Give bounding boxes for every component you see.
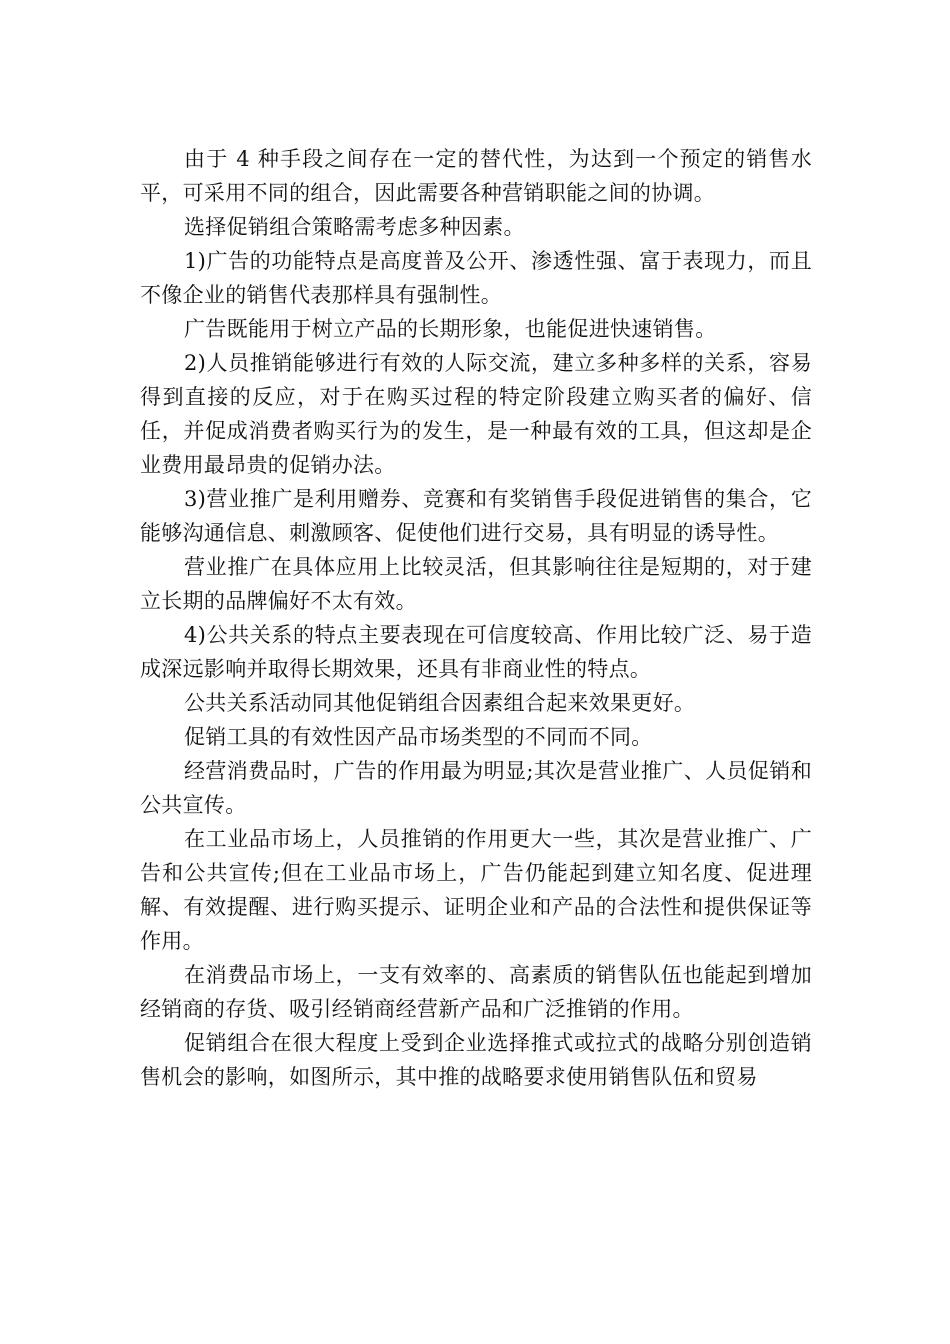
paragraph: 在消费品市场上，一支有效率的、高素质的销售队伍也能起到增加经销商的存货、吸引经销商经营新产品和广泛推销的作用。 [140, 963, 812, 1021]
paragraph: 促销组合在很大程度上受到企业选择推式或拉式的战略分别创造销售机会的影响，如图所示，其中推的战略要求使用销售队伍和贸易 [140, 1031, 812, 1089]
paragraph: 公共关系活动同其他促销组合因素组合起来效果更好。 [184, 691, 696, 715]
paragraph: 广告既能用于树立产品的长期形象，也能促进快速销售。 [184, 317, 717, 341]
paragraph: 在工业品市场上，人员推销的作用更大一些，其次是营业推广、广告和公共宣传;但在工业品市场上，广告仍能起到建立知名度、促进理解、有效提醒、进行购买提示、证明企业和产品的合法性和提供保证等作用。 [140, 827, 812, 953]
paragraph: 营业推广在具体应用上比较灵活，但其影响往往是短期的，对于建立长期的品牌偏好不太有效。 [140, 555, 812, 613]
paragraph: 4)公共关系的特点主要表现在可信度较高、作用比较广泛、易于造成深远影响并取得长期效果，还具有非商业性的特点。 [140, 623, 812, 681]
paragraph: 经营消费品时，广告的作用最为明显;其次是营业推广、人员促销和公共宣传。 [140, 759, 812, 817]
paragraph: 3)营业推广是利用赠券、竞赛和有奖销售手段促进销售的集合，它能够沟通信息、刺激顾客、促使他们进行交易，具有明显的诱导性。 [140, 487, 812, 545]
paragraph: 促销工具的有效性因产品市场类型的不同而不同。 [184, 725, 653, 749]
paragraph: 由于 4 种手段之间存在一定的替代性，为达到一个预定的销售水平，可采用不同的组合，因此需要各种营销职能之间的协调。 [140, 147, 812, 205]
document-body [140, 142, 812, 1094]
paragraph: 1)广告的功能特点是高度普及公开、渗透性强、富于表现力，而且不像企业的销售代表那样具有强制性。 [140, 249, 812, 307]
paragraph: 选择促销组合策略需考虑多种因素。 [184, 215, 525, 239]
paragraph: 2)人员推销能够进行有效的人际交流，建立多种多样的关系，容易得到直接的反应，对于在购买过程的特定阶段建立购买者的偏好、信任，并促成消费者购买行为的发生，是一种最有效的工具，但这却是企业费用最昂贵的促销办法。 [140, 351, 812, 477]
